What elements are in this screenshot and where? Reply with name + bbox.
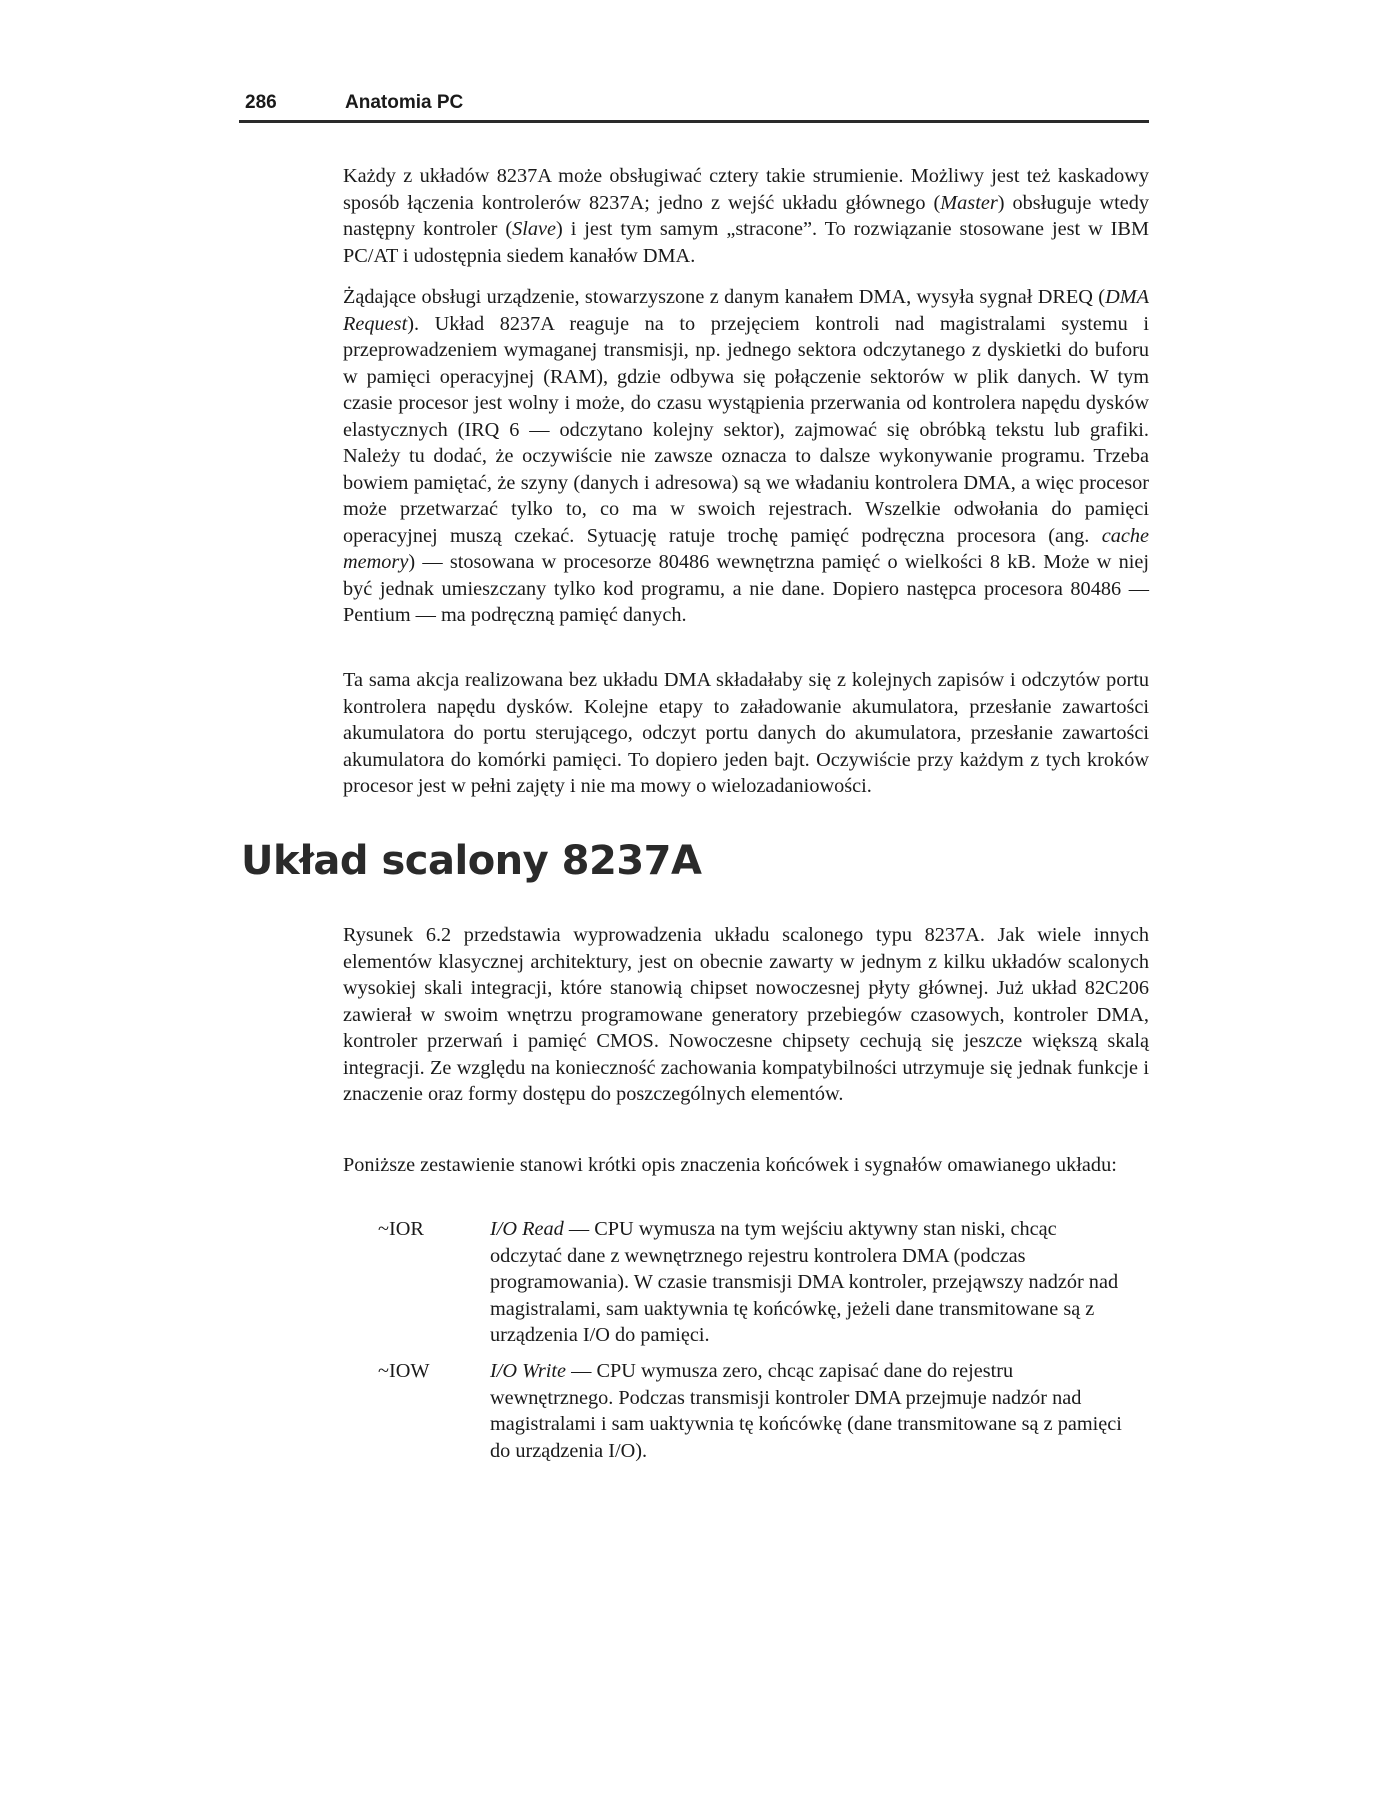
- definition-term-iow: ~IOW: [378, 1360, 430, 1382]
- definition-desc-ior: I/O Read — CPU wymusza na tym wejściu aktywny stan niski, chcąc odczytać dane z wewnętrznego rejestru kontrolera DMA (podczas programowania). W czasie transmisji DMA kontroler, przejąwszy nadzór nad magistralami, sam uaktywnia tę końcówkę, jeżeli dane transmitowane są z urządzenia I/O do pamięci.: [490, 1218, 1119, 1346]
- book-title: Anatomia PC: [345, 92, 464, 113]
- paragraph-5: Poniższe zestawienie stanowi krótki opis znaczenia końcówek i sygnałów omawianego układu:: [343, 1154, 1117, 1176]
- paragraph-1: Każdy z układów 8237A może obsługiwać cztery takie strumienie. Możliwy jest też kaskadowy sposób łączenia kontrolerów 8237A; jedno z wejść układu głównego (Master) obsługuje wtedy następny kontroler (Slave) i jest tym samym „stracone”. To rozwiązanie stosowane jest w IBM PC/AT i udostępnia siedem kanałów DMA.: [343, 165, 1149, 267]
- section-heading: Układ scalony 8237A: [241, 838, 702, 884]
- paragraph-4: Rysunek 6.2 przedstawia wyprowadzenia układu scalonego typu 8237A. Jak wiele innych elementów klasycznej architektury, jest on obecnie zawarty w jednym z kilku układów scalonych wysokiej skali integracji, które stanowią chipset nowoczesnej płyty głównej. Już układ 82C206 zawierał w swoim wnętrzu programowane generatory przebiegów czasowych, kontroler DMA, kontroler przerwań i pamięć CMOS. Nowoczesne chipsety cechują się jeszcze większą skalą integracji. Ze względu na konieczność zachowania kompatybilności utrzymuje się jednak funkcje i znaczenie oraz formy dostępu do poszczególnych elementów.: [343, 924, 1149, 1105]
- paragraph-2: Żądające obsługi urządzenie, stowarzyszone z danym kanałem DMA, wysyła sygnał DREQ (DMA Request). Układ 8237A reaguje na to przejęciem kontroli nad magistralami systemu i przeprowadzeniem wymaganej transmisji, np. jednego sektora odczytanego z dyskietki do buforu w pamięci operacyjnej (RAM), gdzie odbywa się połączenie sektorów w plik danych. W tym czasie procesor jest wolny i może, do czasu wystąpienia przerwania od kontrolera napędu dysków elastycznych (IRQ 6 — odczytano kolejny sektor), zajmować się obróbką tekstu lub grafiki. Należy tu dodać, że oczywiście nie zawsze oznacza to dalsze wykonywanie programu. Trzeba bowiem pamiętać, że szyny (danych i adresowa) są we władaniu kontrolera DMA, a więc procesor może przetwarzać tylko to, co ma w swoich rejestrach. Wszelkie odwołania do pamięci operacyjnej muszą czekać. Sytuację ratuje trochę pamięć podręczna procesora (ang. cache memory) — stosowana w procesorze 80486 wewnętrzna pamięć o wielkości 8 kB. Może w niej być jednak umieszczany tylko kod programu, a nie dane. Dopiero następca procesora 80486 — Pentium — ma podręczną pamięć danych.: [343, 286, 1149, 626]
- page-number: 286: [245, 92, 277, 113]
- definition-term-ior: ~IOR: [378, 1218, 424, 1240]
- definition-desc-iow: I/O Write — CPU wymusza zero, chcąc zapisać dane do rejestru wewnętrznego. Podczas transmisji kontroler DMA przejmuje nadzór nad magistralami i sam uaktywnia tę końcówkę (dane transmitowane są z pamięci do urządzenia I/O).: [490, 1360, 1122, 1462]
- page-header: [239, 90, 1149, 123]
- paragraph-3: Ta sama akcja realizowana bez układu DMA składałaby się z kolejnych zapisów i odczytów portu kontrolera napędu dysków. Kolejne etapy to załadowanie akumulatora, przesłanie zawartości akumulatora do portu sterującego, odczyt portu danych do akumulatora, przesłanie zawartości akumulatora do komórki pamięci. To dopiero jeden bajt. Oczywiście przy każdym z tych kroków procesor jest w pełni zajęty i nie ma mowy o wielozadaniowości.: [343, 669, 1149, 797]
